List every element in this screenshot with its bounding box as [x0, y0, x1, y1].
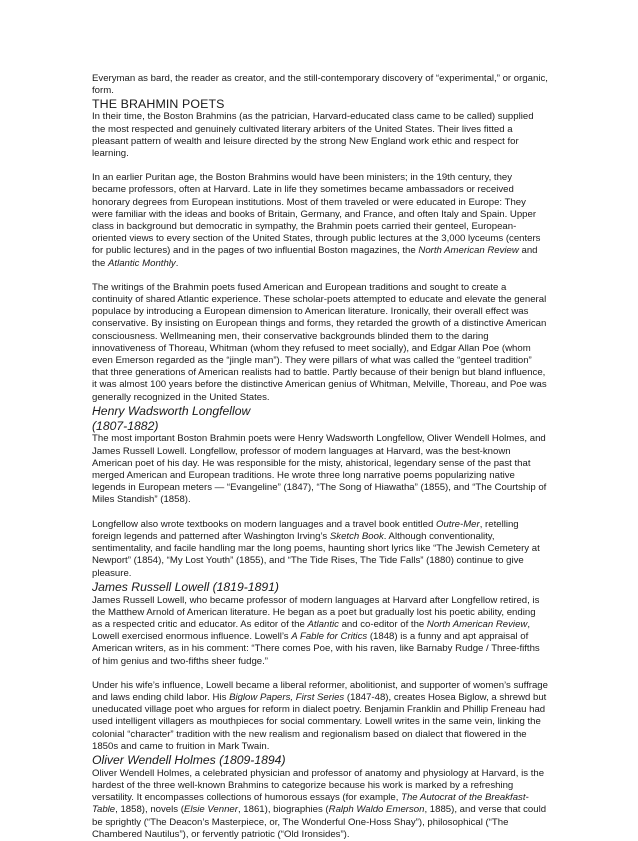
text-run: , Lowell exercised enormous influence. Lowell’s — [92, 618, 531, 643]
italic-title: North American Review — [418, 245, 519, 257]
italic-title: Biglow Papers, First Series — [229, 691, 345, 703]
italic-title: A Fable for Critics — [291, 631, 368, 643]
body-paragraph — [92, 111, 548, 160]
italic-title: Sketch Book — [329, 530, 384, 542]
subsection-heading — [92, 419, 548, 434]
body-paragraph — [92, 172, 548, 270]
text-run: Oliver Wendell Holmes (1809-1894) — [92, 752, 286, 767]
text-run: (1848) is a funny and apt appraisal of American writers, as in his comment: “There comes Poe, with his raven, like Barnaby Rudge / Three-fifths of him genius and two-fifths sheer fudge.” — [92, 631, 540, 667]
text-run: James Russell Lowell (1819-1891) — [92, 579, 279, 594]
text-run: , retelling foreign legends and patterned after Washington Irving’s — [92, 518, 519, 542]
text-run: (1847-48), creates Hosea Biglow, a shrewd but uneducated village poet who argues for reform in dialect poetry. Benjamin Franklin and Phillip Freneau had used intelligent villagers as mouthpieces for social commentary. Lowell writes in the same vein, linking the colonial “character” tradition with the new realism and regionalism based on dialect that flowered in the 1850s and came to fruition in Mark Twain. — [92, 691, 547, 752]
text-run: In their time, the Boston Brahmins (as the patrician, Harvard-educated class came to be called) supplied the most respected and genuinely cultivated literary arbiters of the United States. Their lives fitted a pleasant pattern of wealth and leisure directed by the strong New England work ethic and respect for learning. — [92, 111, 534, 160]
italic-title: Atlantic Monthly — [108, 257, 176, 269]
text-run: James Russell Lowell, who became professor of modern languages at Harvard after Longfellow retired, is the Matthew Arnold of American literature. He began as a poet but gradually lost his poetic ability, ending as a respected critic and educator. As editor of the — [92, 594, 540, 630]
italic-title: Elsie Venner — [183, 804, 238, 816]
text-run: . — [175, 257, 179, 269]
text-run: Under his wife’s influence, Lowell became a liberal reformer, abolitionist, and supporter of women’s suffrage and laws ending child labor. His — [92, 679, 548, 703]
text-run: The most important Boston Brahmin poets were Henry Wadsworth Longfellow, Oliver Wendell Holmes, and James Russell Lowell. Longfellow, professor of modern languages at Harvard, was the best-known American poet of his day. He was responsible for the misty, ahistorical, legendary sense of the past that merged American and European traditions. He wrote three long narrative poems popularizing native legends in European meters — “Evangeline” (1847), “The Song of Hiawatha” (1855), and “The Courtship of Miles Standish” (1858). — [92, 433, 547, 506]
text-run: , 1885), and verse that could be sprightly (“The Deacon’s Masterpiece, or, The Wonderful One-Hoss Shay”), philosophical (“The Chambered Nautilus”), or fervently patriotic (“Old Ironsides”). — [92, 804, 547, 840]
body-paragraph — [92, 595, 548, 668]
text-run: Oliver Wendell Holmes, a celebrated physician and professor of anatomy and physiology at Harvard, is the hardest of the three well-known Brahmins to categorize because his work is marked by a refreshing versatility. It encompasses collections of humorous essays (for example, — [92, 767, 545, 804]
body-paragraph — [92, 282, 548, 404]
subsection-heading — [92, 753, 548, 768]
section-heading — [92, 97, 548, 111]
text-run: Longfellow also wrote textbooks on modern languages and a travel book entitled — [92, 518, 436, 530]
text-run: In an earlier Puritan age, the Boston Brahmins would have been ministers; in the 19th century, they became professors, often at Harvard. Late in life they sometimes became ambassadors or received honorary degrees from European institutions. Most of them traveled or were educated in Europe: They were familiar with the ideas and books of Britain, Germany, and France, and often Italy and Spain. Upper class in background but democratic in sympathy, the Brahmin poets carried their genteel, European-oriented views to every section of the United States, through public lectures at the 3,000 lyceums (centers for public lectures) and in the pages of two influential Boston magazines, the — [92, 172, 541, 257]
text-run: Everyman as bard, the reader as creator, and the still-contemporary discovery of “experimental,” or organic, form. — [92, 73, 548, 97]
subsection-heading — [92, 580, 548, 595]
italic-title: North American Review — [426, 618, 528, 630]
text-run: THE BRAHMIN POETS — [92, 97, 225, 112]
italic-title: Atlantic — [307, 618, 339, 630]
body-paragraph — [92, 433, 548, 506]
italic-title: Ralph Waldo Emerson — [328, 804, 425, 816]
text-run: , 1861), biographies ( — [237, 804, 329, 816]
italic-title: Outre-Mer — [436, 518, 480, 530]
text-run: The writings of the Brahmin poets fused American and European traditions and sought to create a continuity of shared Atlantic experience. These scholar-poets attempted to educate and elevate the general populace by introducing a European dimension to American literature. Ironically, their overall effect was conservative. By insisting on European things and forms, they retarded the growth of a distinctive American consciousness. Wellmeaning men, their conservative backgrounds blinded them to the daring innovativeness of Thoreau, Whitman (whom they refused to meet socially), and Edgar Allan Poe (whom even Emerson regarded as the “jingle man”). They were pillars of what was called the “genteel tradition” that three generations of American realists had to battle. Partly because of their benign but bland influence, it was almost 100 years before the distinctive American genius of Whitman, Melville, Thoreau, and Poe was generally recognized in the United States. — [92, 281, 547, 403]
text-run: Henry Wadsworth Longfellow — [92, 403, 251, 418]
body-paragraph — [92, 768, 548, 841]
text-run: and the — [92, 245, 538, 269]
document-page — [92, 73, 548, 841]
text-run: , 1858), novels ( — [115, 804, 184, 816]
body-paragraph — [92, 73, 548, 97]
text-run: (1807-1882) — [92, 418, 159, 433]
text-run: . Although conventionality, sentimentality, and facile handling mar the long poems, haunting short lyrics like “The Jewish Cemetery at Newport” (1854), “My Lost Youth” (1855), and “The Tide Rises, The Tide Falls” (1880) continue to give pleasure. — [92, 530, 540, 579]
body-paragraph — [92, 519, 548, 580]
body-paragraph — [92, 680, 548, 753]
italic-title: The Autocrat of the Breakfast-Table — [92, 792, 529, 816]
subsection-heading — [92, 404, 548, 419]
text-run: and co-editor of the — [338, 618, 427, 630]
